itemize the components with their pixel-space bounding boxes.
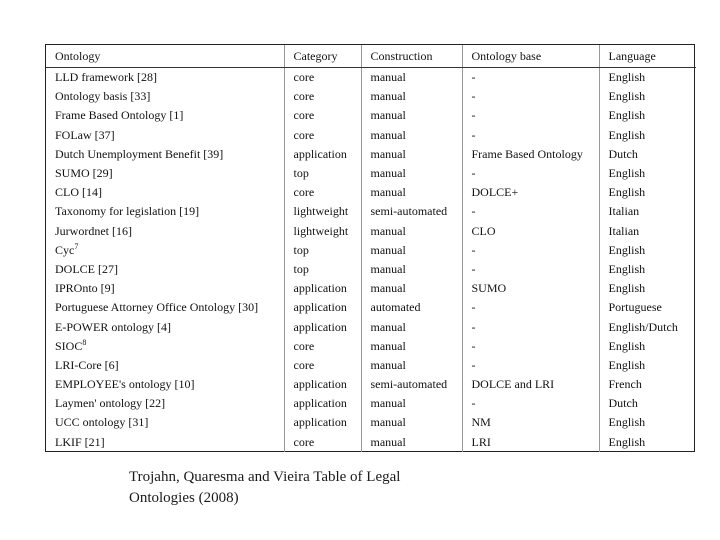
cell-construction-text: manual [370,415,406,430]
cell-construction-text: manual [370,338,406,353]
cell-construction [361,298,462,317]
cell-language-text: Dutch [608,396,638,411]
cell-base-text: - [471,127,476,142]
table-row [46,145,696,164]
cell-language [599,433,696,452]
cell-ontology-text: IPROnto [9] [55,281,115,296]
cell-language [599,145,696,164]
cell-construction [361,279,462,298]
table-row [46,87,696,106]
cell-ontology-text: Jurwordnet [16] [55,223,132,238]
cell-construction [361,260,462,279]
table-body [46,68,696,452]
cell-base-text: - [471,204,476,219]
cell-category-text: top [293,166,309,181]
cell-base [462,68,599,88]
caption-line-2: Ontologies (2008) [129,490,239,506]
cell-language-text: French [608,377,642,392]
cell-category-text: application [293,281,347,296]
cell-ontology-text: UCC ontology [31] [55,415,149,430]
cell-category [284,298,361,317]
cell-language [599,356,696,375]
cell-category [284,433,361,452]
cell-base [462,87,599,106]
cell-category [284,68,361,88]
cell-construction-text: manual [370,434,406,449]
cell-construction [361,183,462,202]
table-row [46,183,696,202]
cell-language-text: English [608,415,646,430]
cell-ontology-text: E-POWER ontology [4] [55,319,171,334]
cell-language [599,337,696,356]
cell-ontology-text: SUMO [29] [55,166,113,181]
cell-category-text: core [293,434,315,449]
cell-language-text: English [608,338,646,353]
cell-base-text: - [471,242,476,257]
cell-base [462,106,599,125]
cell-category-text: core [293,357,315,372]
cell-language-text: English [608,242,646,257]
table-row [46,68,696,88]
cell-ontology [46,164,284,183]
cell-language [599,106,696,125]
cell-language-text: English/Dutch [608,319,678,334]
footnote-marker: 7 [74,241,79,251]
cell-language-text: English [608,261,646,276]
cell-base [462,183,599,202]
cell-construction-text: manual [370,261,406,276]
cell-category-text: application [293,415,347,430]
cell-base-text: - [471,89,476,104]
cell-language-text: English [608,70,646,85]
cell-ontology [46,375,284,394]
cell-base [462,222,599,241]
cell-base-text: - [471,166,476,181]
footnote-marker: 8 [82,337,87,347]
cell-ontology [46,202,284,221]
cell-ontology [46,413,284,432]
cell-construction [361,317,462,336]
cell-construction-text: manual [370,89,406,104]
cell-ontology-text: FOLaw [37] [55,127,115,142]
cell-language-text: English [608,185,646,200]
cell-ontology [46,298,284,317]
cell-language [599,375,696,394]
cell-construction-text: manual [370,146,406,161]
cell-language [599,317,696,336]
cell-construction-text: manual [370,70,406,85]
cell-construction [361,106,462,125]
cell-category-text: lightweight [293,204,349,219]
cell-ontology-text: CLO [14] [55,185,102,200]
cell-ontology-text: LLD framework [28] [55,70,157,85]
cell-language [599,394,696,413]
cell-base [462,413,599,432]
cell-language-text: English [608,434,646,449]
cell-base [462,337,599,356]
table-row [46,164,696,183]
cell-ontology [46,106,284,125]
cell-base [462,145,599,164]
cell-category-text: application [293,146,347,161]
cell-construction [361,145,462,164]
table-row [46,106,696,125]
cell-base [462,202,599,221]
table-row [46,413,696,432]
caption-line-1: Trojahn, Quaresma and Vieira Table of Legal [129,469,401,485]
cell-construction [361,202,462,221]
cell-ontology [46,279,284,298]
cell-category-text: core [293,89,315,104]
figure-caption [129,467,549,509]
table-row [46,375,696,394]
cell-base-text: - [471,319,476,334]
cell-ontology [46,337,284,356]
cell-ontology-text: Portuguese Attorney Office Ontology [30] [55,300,259,315]
cell-base [462,394,599,413]
header-category: Category [284,45,361,68]
cell-construction-text: semi-automated [370,377,448,392]
cell-base-text: NM [471,415,491,430]
cell-ontology [46,260,284,279]
table-row [46,337,696,356]
cell-ontology-text: Laymen' ontology [22] [55,396,166,411]
cell-ontology-text: Taxonomy for legislation [19] [55,204,200,219]
cell-category-text: application [293,319,347,334]
cell-construction-text: manual [370,242,406,257]
table-row [46,222,696,241]
cell-base-text: DOLCE+ [471,185,519,200]
cell-ontology-text: EMPLOYEE's ontology [10] [55,377,195,392]
cell-language-text: Dutch [608,146,638,161]
cell-category [284,375,361,394]
cell-language [599,298,696,317]
cell-category-text: lightweight [293,223,349,238]
cell-construction-text: manual [370,185,406,200]
cell-language-text: English [608,89,646,104]
cell-base-text: DOLCE and LRI [471,377,555,392]
cell-ontology-text: Frame Based Ontology [1] [55,108,184,123]
cell-category [284,413,361,432]
cell-ontology-text: Dutch Unemployment Benefit [39] [55,146,224,161]
cell-ontology [46,87,284,106]
cell-category [284,164,361,183]
cell-base [462,241,599,260]
cell-construction-text: manual [370,223,406,238]
cell-ontology-text: Cyc [55,242,75,257]
cell-language [599,164,696,183]
cell-construction-text: semi-automated [370,204,448,219]
cell-category [284,202,361,221]
cell-language [599,68,696,88]
cell-ontology-text: Ontology basis [33] [55,89,151,104]
cell-base [462,317,599,336]
legal-ontologies-table-frame [45,44,695,452]
table-row [46,298,696,317]
cell-ontology [46,68,284,88]
cell-base [462,260,599,279]
cell-construction [361,87,462,106]
cell-category-text: core [293,127,315,142]
table-row [46,202,696,221]
header-ontology: Ontology [46,45,284,68]
header-ontology-base: Ontology base [462,45,599,68]
cell-category [284,317,361,336]
cell-ontology [46,222,284,241]
cell-category [284,87,361,106]
cell-language [599,87,696,106]
cell-ontology-text: DOLCE [27] [55,261,118,276]
cell-ontology [46,356,284,375]
cell-category [284,126,361,145]
cell-construction [361,433,462,452]
cell-construction [361,394,462,413]
cell-language [599,241,696,260]
cell-base-text: - [471,396,476,411]
cell-category [284,222,361,241]
cell-base-text: CLO [471,223,496,238]
cell-category [284,183,361,202]
cell-base-text: - [471,357,476,372]
table-row [46,356,696,375]
cell-base-text: Frame Based Ontology [471,146,583,161]
cell-base [462,356,599,375]
cell-language [599,413,696,432]
cell-language-text: English [608,357,646,372]
cell-construction-text: manual [370,319,406,334]
cell-construction-text: automated [370,300,421,315]
cell-ontology [46,126,284,145]
cell-ontology [46,183,284,202]
cell-language-text: English [608,108,646,123]
cell-construction [361,356,462,375]
header-language: Language [599,45,696,68]
cell-construction-text: manual [370,166,406,181]
cell-language-text: English [608,281,646,296]
cell-language [599,260,696,279]
cell-ontology-text: LRI-Core [6] [55,357,119,372]
cell-category-text: application [293,377,347,392]
cell-construction [361,413,462,432]
cell-language [599,222,696,241]
table-row [46,126,696,145]
cell-base-text: - [471,70,476,85]
cell-category-text: application [293,396,347,411]
cell-language [599,202,696,221]
cell-language-text: English [608,166,646,181]
cell-construction-text: manual [370,396,406,411]
header-construction: Construction [361,45,462,68]
cell-base-text: - [471,300,476,315]
cell-category [284,356,361,375]
table-row [46,317,696,336]
cell-category [284,279,361,298]
cell-category-text: core [293,70,315,85]
legal-ontologies-table [46,45,696,452]
cell-ontology [46,317,284,336]
cell-base [462,298,599,317]
cell-base-text: SUMO [471,281,507,296]
cell-construction [361,375,462,394]
table-row [46,394,696,413]
cell-category-text: core [293,338,315,353]
cell-base [462,375,599,394]
cell-category [284,394,361,413]
cell-construction-text: manual [370,357,406,372]
cell-category [284,337,361,356]
cell-base-text: - [471,261,476,276]
cell-construction [361,68,462,88]
table-row [46,433,696,452]
cell-construction-text: manual [370,127,406,142]
cell-base [462,126,599,145]
cell-base-text: - [471,338,476,353]
cell-category [284,260,361,279]
cell-ontology [46,241,284,260]
cell-construction [361,126,462,145]
cell-category [284,241,361,260]
cell-construction [361,164,462,183]
cell-base-text: - [471,108,476,123]
cell-ontology [46,145,284,164]
cell-ontology [46,394,284,413]
cell-language-text: Portuguese [608,300,662,315]
cell-language-text: English [608,127,646,142]
cell-base-text: LRI [471,434,491,449]
cell-construction [361,337,462,356]
cell-category-text: top [293,242,309,257]
cell-language-text: Italian [608,204,640,219]
cell-ontology-text: LKIF [21] [55,434,105,449]
cell-base [462,433,599,452]
cell-base [462,279,599,298]
table-row [46,241,696,260]
cell-language-text: Italian [608,223,640,238]
cell-category-text: core [293,108,315,123]
table-row [46,279,696,298]
cell-category [284,145,361,164]
cell-category-text: core [293,185,315,200]
table-header-row [46,45,696,68]
cell-language [599,279,696,298]
cell-category-text: top [293,261,309,276]
cell-category-text: application [293,300,347,315]
cell-language [599,126,696,145]
cell-ontology [46,433,284,452]
cell-ontology-text: SIOC [55,338,83,353]
cell-construction [361,241,462,260]
cell-base [462,164,599,183]
cell-construction-text: manual [370,281,406,296]
cell-construction [361,222,462,241]
cell-category [284,106,361,125]
table-row [46,260,696,279]
cell-construction-text: manual [370,108,406,123]
cell-language [599,183,696,202]
